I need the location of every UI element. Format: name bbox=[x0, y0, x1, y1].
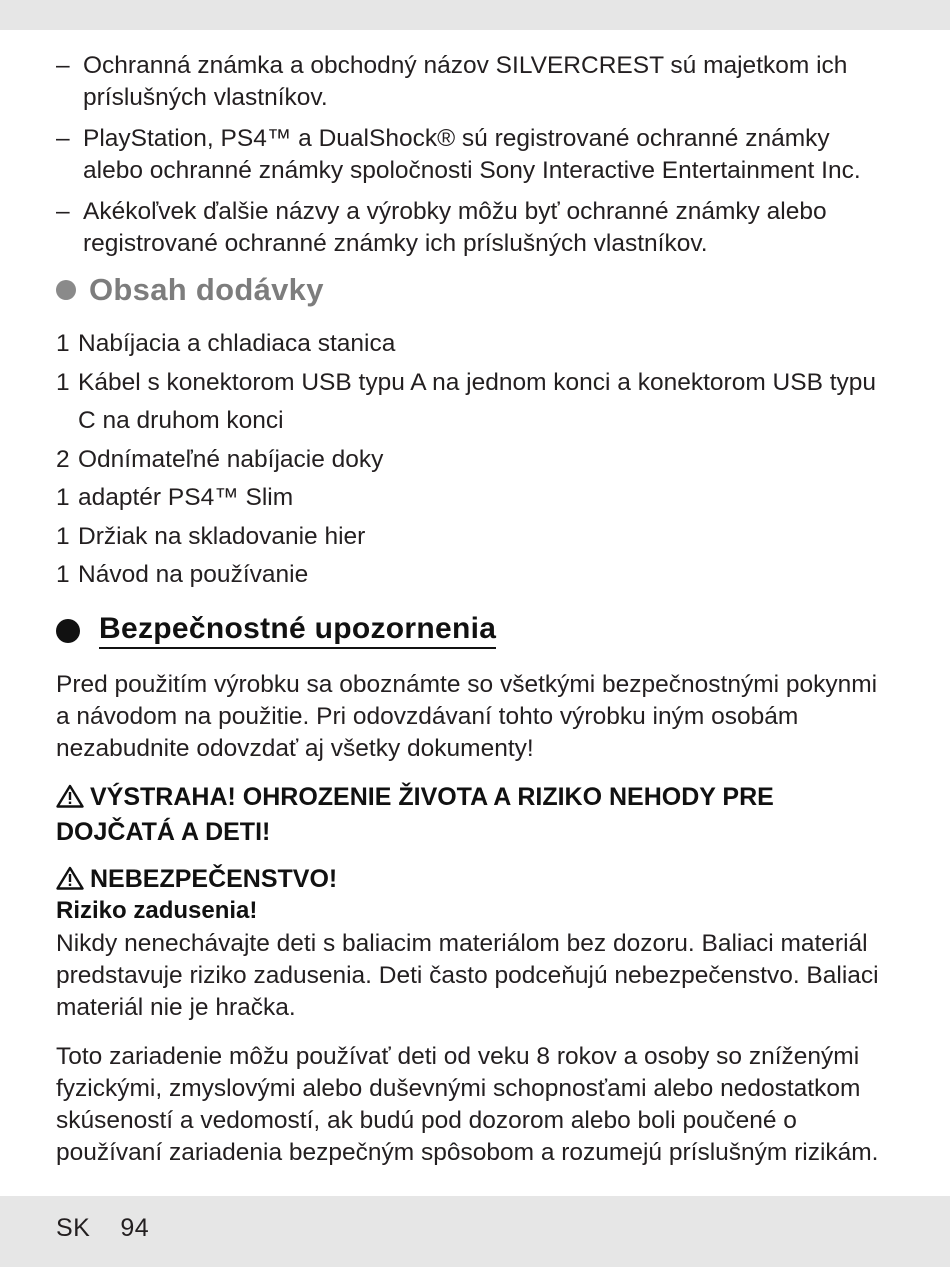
dash-marker: – bbox=[56, 52, 70, 79]
suffocation-paragraph: Nikdy nenechávajte deti s baliacim materiálom bez dozoru. Baliaci materiál predstavuje riziko zadusenia. Deti často podceňujú nebezpečenstvo. Baliaci materiál nie je hračka. bbox=[56, 930, 879, 1021]
item-qty: 1 bbox=[56, 522, 70, 550]
item-qty: 1 bbox=[56, 368, 70, 396]
warning-children bbox=[56, 781, 896, 848]
bullet-dot-icon bbox=[56, 280, 76, 300]
item-text: Držiak na skladovanie hier bbox=[78, 522, 366, 550]
safety-heading-text: Bezpečnostné upozornenia bbox=[99, 612, 496, 649]
dash-marker: – bbox=[56, 198, 70, 225]
suffocation-subheading: Riziko zadusenia! bbox=[56, 897, 258, 924]
list-item bbox=[56, 556, 896, 595]
item-qty: 1 bbox=[56, 484, 70, 511]
page-number: 94 bbox=[120, 1214, 150, 1242]
contents-heading-text: Obsah dodávky bbox=[89, 272, 324, 307]
bullet-item bbox=[56, 50, 896, 114]
safety-intro: Pred použitím výrobku sa oboznámte so všetkými bezpečnostnými pokynmi a návodom na použitie. Pri odovzdávaní tohto výrobku iným osobám nezabudnite odovzdať aj všetky dokumenty! bbox=[56, 671, 878, 762]
item-qty: 2 bbox=[56, 445, 70, 473]
contents-list bbox=[56, 325, 896, 595]
warning-children-text: VÝSTRAHA! OHROZENIE ŽIVOTA A RIZIKO NEHODY PRE DOJČATÁ A DETI! bbox=[56, 783, 774, 846]
list-item bbox=[56, 518, 896, 557]
list-item bbox=[56, 325, 896, 364]
warning-danger-text: NEBEZPEČENSTVO! bbox=[90, 865, 338, 893]
warning-triangle-icon bbox=[56, 784, 84, 816]
warning-danger bbox=[56, 863, 896, 898]
bullet-text: Akékoľvek ďalšie názvy a výrobky môžu byť ochranné známky alebo registrované ochranné známky ich príslušných vlastníkov. bbox=[83, 198, 827, 257]
contents-heading bbox=[56, 272, 324, 308]
bullet-text: PlayStation, PS4™ a DualShock® sú registrované ochranné známky alebo ochranné známky spoločnosti Sony Interactive Entertainment Inc. bbox=[83, 125, 861, 184]
list-item bbox=[56, 441, 896, 480]
item-text: Nabíjacia a chladiaca stanica bbox=[78, 330, 396, 357]
trademark-notes bbox=[56, 50, 896, 269]
dash-marker: – bbox=[56, 125, 70, 152]
item-text: adaptér PS4™ Slim bbox=[78, 484, 294, 511]
children-usage-paragraph: Toto zariadenie môžu používať deti od veku 8 rokov a osoby so zníženými fyzickými, zmyslovými alebo duševnými schopnosťami alebo nedostatkom skúseností a vedomostí, ak budú pod dozorom alebo boli poučené o používaní zariadenia bezpečným spôsobom a rozumejú príslušným rizikám. bbox=[56, 1043, 879, 1166]
safety-heading bbox=[56, 612, 496, 649]
bullet-text: Ochranná známka a obchodný názov SILVERCREST sú majetkom ich príslušných vlastníkov. bbox=[83, 52, 848, 111]
item-qty: 1 bbox=[56, 561, 70, 588]
footer-language: SK bbox=[56, 1214, 91, 1242]
list-item bbox=[56, 364, 896, 441]
bullet-dot-icon bbox=[56, 619, 80, 643]
list-item bbox=[56, 479, 896, 518]
item-qty: 1 bbox=[56, 330, 70, 357]
item-text: Odnímateľné nabíjacie doky bbox=[78, 445, 384, 473]
footer-label bbox=[56, 1214, 149, 1243]
top-band bbox=[0, 0, 950, 30]
bullet-item bbox=[56, 196, 896, 260]
warning-triangle-icon bbox=[56, 866, 84, 898]
item-text: Kábel s konektorom USB typu A na jednom konci a konektorom USB typu C na druhom konci bbox=[78, 368, 877, 434]
item-text: Návod na používanie bbox=[78, 561, 309, 588]
bullet-item bbox=[56, 123, 896, 187]
